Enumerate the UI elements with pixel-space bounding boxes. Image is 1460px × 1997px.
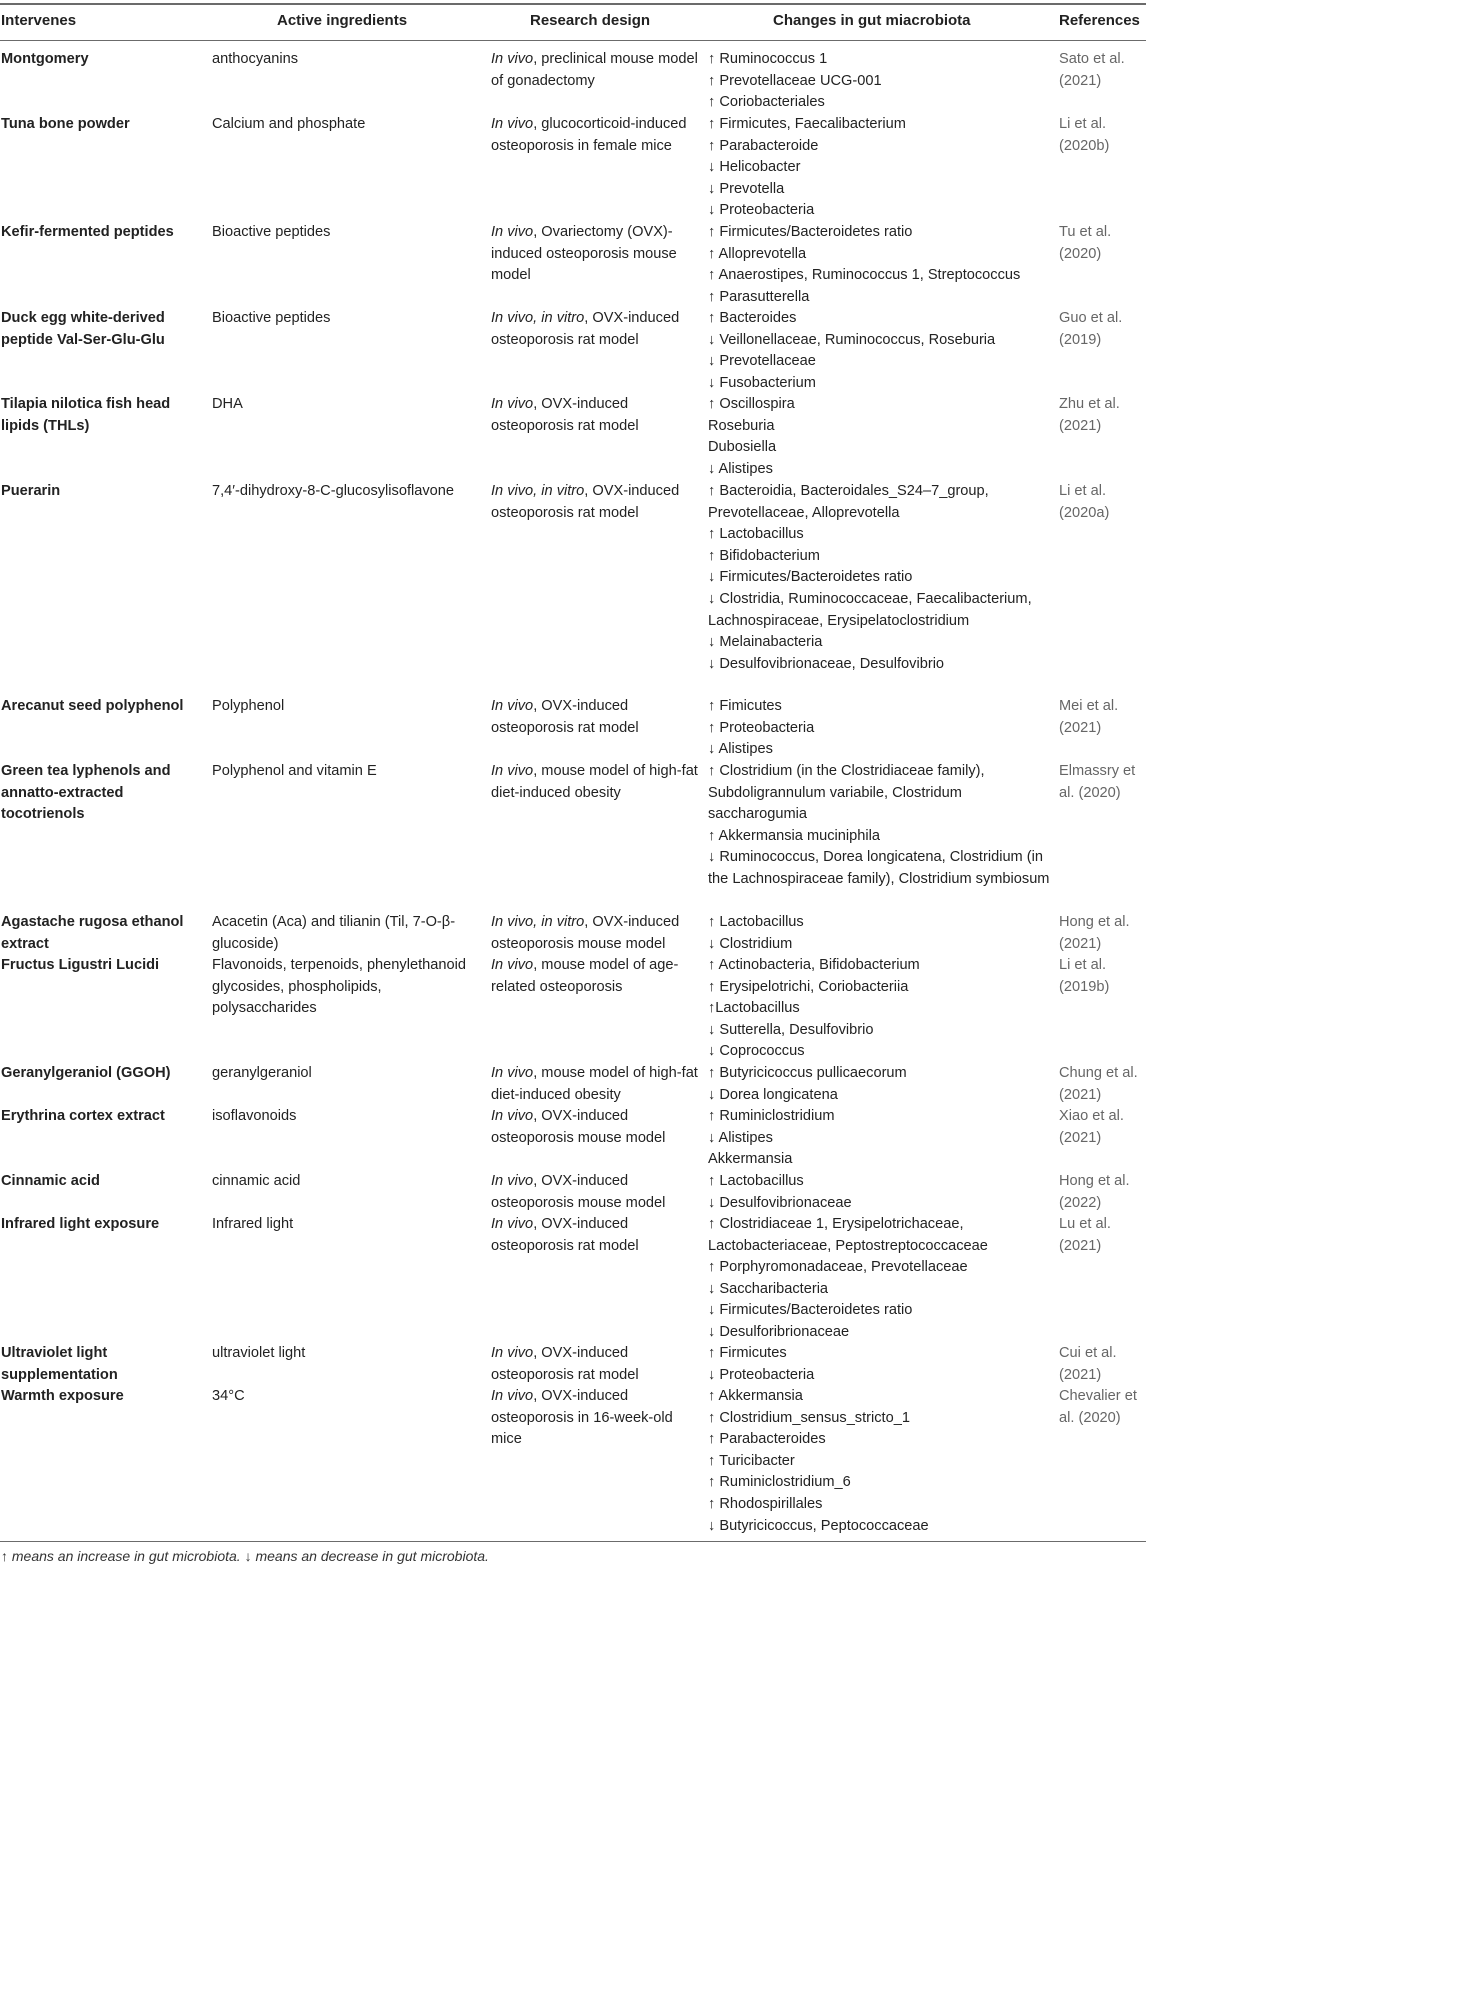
reference-text: Chevalier et al. (2020) <box>1059 1388 1137 1426</box>
microbiota-changes <box>708 1343 1056 1386</box>
intervention-name-text: Arecanut seed polyphenol <box>1 698 184 714</box>
reference <box>1059 1214 1145 1257</box>
active-ingredient <box>212 1171 482 1193</box>
research-design <box>491 308 701 351</box>
reference-text: Li et al. (2019b) <box>1059 957 1110 995</box>
reference <box>1059 481 1145 524</box>
design-description: , OVX-induced osteoporosis mouse model <box>491 914 680 952</box>
reference-text: Mei et al. (2021) <box>1059 698 1119 736</box>
research-design <box>491 114 701 157</box>
design-study-type: In vivo, in vitro <box>491 310 585 326</box>
microbiota-change-item: ↑ Clostridiaceae 1, Erysipelotrichaceae, Lactobacteriaceae, Peptostreptococcaceae <box>708 1216 988 1254</box>
microbiota-changes <box>708 1106 1056 1171</box>
design-study-type: In vivo <box>491 116 534 132</box>
microbiota-change-item: ↓ Dorea longicatena <box>708 1086 838 1103</box>
microbiota-change-item: ↑ Firmicutes, Faecalibacterium <box>708 116 906 132</box>
microbiota-changes <box>708 1171 1056 1214</box>
active-ingredient-text: DHA <box>212 396 243 412</box>
microbiota-change-item: ↑ Clostridium_sensus_stricto_1 <box>708 1409 910 1426</box>
research-design <box>491 1106 701 1149</box>
active-ingredient-text: anthocyanins <box>212 51 299 67</box>
design-study-type: In vivo, in vitro <box>491 483 585 499</box>
reference <box>1059 1106 1145 1149</box>
reference-text: Xiao et al. (2021) <box>1059 1108 1124 1146</box>
microbiota-change-item: Dubosiella <box>708 439 777 456</box>
microbiota-change-item: ↑ Lactobacillus <box>708 914 804 930</box>
active-ingredient <box>212 761 482 783</box>
reference <box>1059 1171 1145 1214</box>
design-description: , mouse model of high-fat diet-induced obesity <box>491 763 698 801</box>
active-ingredient <box>212 1343 482 1365</box>
active-ingredient-text: Flavonoids, terpenoids, phenylethanoid glycosides, phospholipids, polysaccharides <box>212 957 466 1017</box>
reference-text: Li et al. (2020b) <box>1059 116 1110 154</box>
microbiota-change-item: ↑ Firmicutes <box>708 1345 787 1361</box>
intervention-name-text: Tuna bone powder <box>1 116 130 132</box>
microbiota-changes <box>708 696 1056 761</box>
microbiota-change-item: ↓ Butyricicoccus, Peptococcaceae <box>708 1517 929 1534</box>
intervention-name-text: Tilapia nilotica fish head lipids (THLs) <box>1 396 171 434</box>
reference <box>1059 912 1145 955</box>
intervention-name-text: Cinnamic acid <box>1 1173 100 1189</box>
microbiota-change-item: ↓ Proteobacteria <box>708 1366 815 1383</box>
microbiota-change-item: ↑ Oscillospira <box>708 396 795 412</box>
microbiota-change-item: ↓ Fusobacterium <box>708 374 816 391</box>
microbiota-change-item: ↓ Desulfovibrionaceae <box>708 1194 852 1211</box>
intervention-name <box>1 1214 201 1236</box>
design-study-type: In vivo <box>491 1388 534 1404</box>
microbiota-change-item: ↑Lactobacillus <box>708 1000 800 1017</box>
table-header-rule <box>0 40 1146 41</box>
reference-text: Li et al. (2020a) <box>1059 483 1110 521</box>
reference-text: Guo et al. (2019) <box>1059 310 1123 348</box>
active-ingredient <box>212 481 482 503</box>
active-ingredient <box>212 955 482 1020</box>
microbiota-change-item: ↑ Bifidobacterium <box>708 547 820 564</box>
reference <box>1059 222 1145 265</box>
active-ingredient <box>212 912 482 955</box>
design-study-type: In vivo <box>491 698 534 714</box>
reference-text: Cui et al. (2021) <box>1059 1345 1117 1383</box>
intervention-name <box>1 394 201 437</box>
active-ingredient-text: Bioactive peptides <box>212 310 331 326</box>
microbiota-changes <box>708 481 1056 675</box>
intervention-name <box>1 1063 201 1085</box>
microbiota-changes <box>708 1386 1056 1537</box>
header-research-design: Research design <box>530 12 651 29</box>
intervention-name <box>1 1386 201 1408</box>
design-study-type: In vivo <box>491 763 534 779</box>
design-study-type: In vivo <box>491 957 534 973</box>
intervention-name <box>1 114 201 136</box>
active-ingredient-text: Calcium and phosphate <box>212 116 366 132</box>
microbiota-change-item: ↑ Akkermansia muciniphila <box>708 827 880 844</box>
microbiota-changes <box>708 1063 1056 1106</box>
design-description: , preclinical mouse model of gonadectomy <box>491 51 698 89</box>
microbiota-change-item: ↑ Porphyromonadaceae, Prevotellaceae <box>708 1259 968 1276</box>
reference <box>1059 761 1145 804</box>
intervention-name <box>1 222 201 244</box>
microbiota-change-item: ↑ Lactobacillus <box>708 1173 804 1189</box>
design-description: , OVX-induced osteoporosis rat model <box>491 396 639 434</box>
microbiota-change-item: ↓ Prevotellaceae <box>708 353 816 370</box>
microbiota-change-item: ↓ Coprococcus <box>708 1043 805 1060</box>
intervention-name <box>1 1171 201 1193</box>
active-ingredient <box>212 1106 482 1128</box>
active-ingredient <box>212 1063 482 1085</box>
reference-text: Chung et al. (2021) <box>1059 1065 1138 1103</box>
active-ingredient-text: Polyphenol and vitamin E <box>212 763 377 779</box>
intervention-name-text: Montgomery <box>1 51 89 67</box>
intervention-name <box>1 955 201 977</box>
reference <box>1059 696 1145 739</box>
intervention-name-text: Agastache rugosa ethanol extract <box>1 914 184 952</box>
microbiota-changes <box>708 308 1056 394</box>
research-design <box>491 1343 701 1386</box>
microbiota-change-item: ↓ Veillonellaceae, Ruminococcus, Roseburia <box>708 331 996 348</box>
reference-text: Sato et al. (2021) <box>1059 51 1125 89</box>
active-ingredient <box>212 222 482 244</box>
research-design <box>491 1063 701 1106</box>
microbiota-change-item: ↓ Helicobacter <box>708 159 801 176</box>
microbiota-change-item: ↑ Ruminococcus 1 <box>708 51 828 67</box>
research-design <box>491 761 701 804</box>
design-description: , glucocorticoid-induced osteoporosis in female mice <box>491 116 687 154</box>
research-design <box>491 1386 701 1451</box>
microbiota-change-item: Akkermansia <box>708 1151 793 1168</box>
microbiota-change-item: ↓ Saccharibacteria <box>708 1280 829 1297</box>
intervention-name-text: Erythrina cortex extract <box>1 1108 165 1124</box>
design-description: , mouse model of high-fat diet-induced obesity <box>491 1065 698 1103</box>
microbiota-change-item: ↑ Lactobacillus <box>708 526 804 543</box>
microbiota-changes <box>708 394 1056 480</box>
design-study-type: In vivo <box>491 1216 534 1232</box>
design-study-type: In vivo <box>491 1065 534 1081</box>
microbiota-change-item: ↑ Prevotellaceae UCG-001 <box>708 72 882 89</box>
active-ingredient-text: Polyphenol <box>212 698 285 714</box>
table-footnote: ↑ means an increase in gut microbiota. ↓ means an decrease in gut microbiota. <box>1 1548 489 1564</box>
active-ingredient <box>212 49 482 71</box>
research-design <box>491 1214 701 1257</box>
microbiota-changes <box>708 222 1056 308</box>
microbiota-change-item: ↑ Anaerostipes, Ruminococcus 1, Streptococcus <box>708 267 1021 284</box>
microbiota-change-item: ↓ Melainabacteria <box>708 634 823 651</box>
microbiota-change-item: ↓ Clostridia, Ruminococcaceae, Faecalibacterium, Lachnospiraceae, Erysipelatoclostridium <box>708 590 1032 629</box>
microbiota-change-item: ↑ Rhodospirillales <box>708 1495 823 1512</box>
reference-text: Tu et al. (2020) <box>1059 224 1112 262</box>
reference <box>1059 1343 1145 1386</box>
active-ingredient-text: Infrared light <box>212 1216 294 1232</box>
microbiota-change-item: ↑ Bacteroidia, Bacteroidales_S24–7_group, Prevotellaceae, Alloprevotella <box>708 483 989 521</box>
research-design <box>491 481 701 524</box>
research-design <box>491 1171 701 1214</box>
active-ingredient-text: isoflavonoids <box>212 1108 297 1124</box>
microbiota-change-item: ↓ Alistipes <box>708 741 773 758</box>
microbiota-change-item: ↑ Ruminiclostridium_6 <box>708 1474 851 1491</box>
microbiota-change-item: ↓ Proteobacteria <box>708 202 815 219</box>
intervention-name-text: Infrared light exposure <box>1 1216 160 1232</box>
reference-text: Hong et al. (2022) <box>1059 1173 1130 1211</box>
microbiota-change-item: ↓ Alistipes <box>708 460 773 477</box>
design-description: , Ovariectomy (OVX)-induced osteoporosis mouse model <box>491 224 677 284</box>
header-changes: Changes in gut miacrobiota <box>773 12 971 29</box>
intervention-name <box>1 481 201 503</box>
microbiota-change-item: ↑ Coriobacteriales <box>708 94 825 111</box>
active-ingredient <box>212 114 482 136</box>
active-ingredient <box>212 394 482 416</box>
design-description: , OVX-induced osteoporosis rat model <box>491 698 639 736</box>
reference <box>1059 308 1145 351</box>
table-bottom-rule <box>0 1541 1146 1542</box>
microbiota-change-item: ↑ Actinobacteria, Bifidobacterium <box>708 957 920 973</box>
reference-text: Hong et al. (2021) <box>1059 914 1130 952</box>
microbiota-change-item: ↑ Fimicutes <box>708 698 782 714</box>
intervention-name <box>1 308 201 351</box>
reference <box>1059 394 1145 437</box>
active-ingredient-text: cinnamic acid <box>212 1173 301 1189</box>
research-design <box>491 912 701 955</box>
microbiota-change-item: ↑ Proteobacteria <box>708 719 815 736</box>
microbiota-changes <box>708 49 1056 114</box>
reference-text: Elmassry et al. (2020) <box>1059 763 1136 801</box>
design-study-type: In vivo <box>491 1345 534 1361</box>
reference <box>1059 49 1145 92</box>
microbiota-change-item: ↑ Parasutterella <box>708 288 810 305</box>
microbiota-change-item: ↓ Sutterella, Desulfovibrio <box>708 1021 874 1038</box>
microbiota-change-item: ↑ Alloprevotella <box>708 245 807 262</box>
design-study-type: In vivo <box>491 396 534 412</box>
active-ingredient-text: Acacetin (Aca) and tilianin (Til, 7-O-β-glucoside) <box>212 914 456 952</box>
microbiota-change-item: ↑ Parabacteroide <box>708 137 819 154</box>
microbiota-change-item: ↓ Firmicutes/Bacteroidetes ratio <box>708 569 913 586</box>
design-study-type: In vivo <box>491 1108 534 1124</box>
microbiota-change-item: ↑ Turicibacter <box>708 1452 795 1469</box>
research-design <box>491 394 701 437</box>
design-description: , OVX-induced osteoporosis rat model <box>491 483 680 521</box>
intervention-name <box>1 49 201 71</box>
design-description: , OVX-induced osteoporosis rat model <box>491 310 680 348</box>
intervention-name-text: Kefir-fermented peptides <box>1 224 174 240</box>
microbiota-changes <box>708 114 1056 222</box>
intervention-name-text: Duck egg white-derived peptide Val-Ser-Glu-Glu <box>1 310 165 348</box>
design-description: , OVX-induced osteoporosis rat model <box>491 1216 639 1254</box>
design-description: , OVX-induced osteoporosis mouse model <box>491 1108 666 1146</box>
reference-text: Zhu et al. (2021) <box>1059 396 1120 434</box>
active-ingredient-text: 34°C <box>212 1388 245 1404</box>
research-design <box>491 222 701 287</box>
active-ingredient <box>212 696 482 718</box>
active-ingredient <box>212 1214 482 1236</box>
header-references: References <box>1059 12 1140 29</box>
microbiota-change-item: ↓ Firmicutes/Bacteroidetes ratio <box>708 1302 913 1319</box>
intervention-name-text: Geranylgeraniol (GGOH) <box>1 1065 171 1081</box>
intervention-name-text: Fructus Ligustri Lucidi <box>1 957 160 973</box>
microbiota-change-item: ↑ Ruminiclostridium <box>708 1108 835 1124</box>
microbiota-changes <box>708 912 1056 955</box>
microbiota-change-item: ↑ Firmicutes/Bacteroidetes ratio <box>708 224 913 240</box>
microbiota-change-item: ↓ Clostridium <box>708 935 793 952</box>
design-description: , OVX-induced osteoporosis rat model <box>491 1345 639 1383</box>
intervention-name-text: Puerarin <box>1 483 61 499</box>
microbiota-change-item: ↑ Akkermansia <box>708 1388 803 1404</box>
intervention-name <box>1 696 201 718</box>
microbiota-change-item: ↓ Desulforibrionaceae <box>708 1323 850 1340</box>
reference-text: Lu et al. (2021) <box>1059 1216 1111 1254</box>
research-design <box>491 49 701 92</box>
design-description: , OVX-induced osteoporosis mouse model <box>491 1173 666 1211</box>
design-study-type: In vivo, in vitro <box>491 914 585 930</box>
intervention-name <box>1 1343 201 1386</box>
microbiota-changes <box>708 955 1056 1063</box>
active-ingredient <box>212 308 482 330</box>
table-top-rule <box>0 3 1146 5</box>
intervention-name-text: Ultraviolet light supplementation <box>1 1345 118 1383</box>
design-description: , OVX-induced osteoporosis in 16-week-old mice <box>491 1388 673 1448</box>
microbiota-change-item: ↓ Ruminococcus, Dorea longicatena, Clostridium (in the Lachnospiraceae family), Clostridium symbiosum <box>708 849 1050 887</box>
intervention-name-text: Green tea lyphenols and annatto-extracted tocotrienols <box>1 763 171 823</box>
microbiota-change-item: ↓ Prevotella <box>708 180 785 197</box>
intervention-name <box>1 761 201 826</box>
active-ingredient <box>212 1386 482 1408</box>
reference <box>1059 1386 1145 1429</box>
reference <box>1059 1063 1145 1106</box>
design-study-type: In vivo <box>491 224 534 240</box>
intervention-name <box>1 1106 201 1128</box>
design-study-type: In vivo <box>491 51 534 67</box>
header-interventions: Intervenes <box>1 12 77 29</box>
research-design <box>491 955 701 998</box>
microbiota-changes <box>708 761 1056 891</box>
intervention-name <box>1 912 201 955</box>
microbiota-change-item: ↑ Clostridium (in the Clostridiaceae family), Subdoligrannulum variabile, Clostridum saccharogumia <box>708 763 985 823</box>
header-active-ingredients: Active ingredients <box>277 12 408 29</box>
microbiota-change-item: ↑ Parabacteroides <box>708 1431 826 1448</box>
microbiota-change-item: Roseburia <box>708 417 775 434</box>
design-description: , mouse model of age-related osteoporosis <box>491 957 679 995</box>
design-study-type: In vivo <box>491 1173 534 1189</box>
microbiota-change-item: ↑ Bacteroides <box>708 310 797 326</box>
microbiota-changes <box>708 1214 1056 1344</box>
microbiota-change-item: ↓ Alistipes <box>708 1129 773 1146</box>
reference <box>1059 955 1145 998</box>
microbiota-change-item: ↑ Butyricicoccus pullicaecorum <box>708 1065 907 1081</box>
active-ingredient-text: ultraviolet light <box>212 1345 306 1361</box>
intervention-name-text: Warmth exposure <box>1 1388 124 1404</box>
microbiota-change-item: ↑ Erysipelotrichi, Coriobacteriia <box>708 978 909 995</box>
microbiota-change-item: ↓ Desulfovibrionaceae, Desulfovibrio <box>708 655 945 672</box>
research-design <box>491 696 701 739</box>
reference <box>1059 114 1145 157</box>
active-ingredient-text: Bioactive peptides <box>212 224 331 240</box>
active-ingredient-text: 7,4′-dihydroxy-8-C-glucosylisoflavone <box>212 483 455 499</box>
active-ingredient-text: geranylgeraniol <box>212 1065 312 1081</box>
